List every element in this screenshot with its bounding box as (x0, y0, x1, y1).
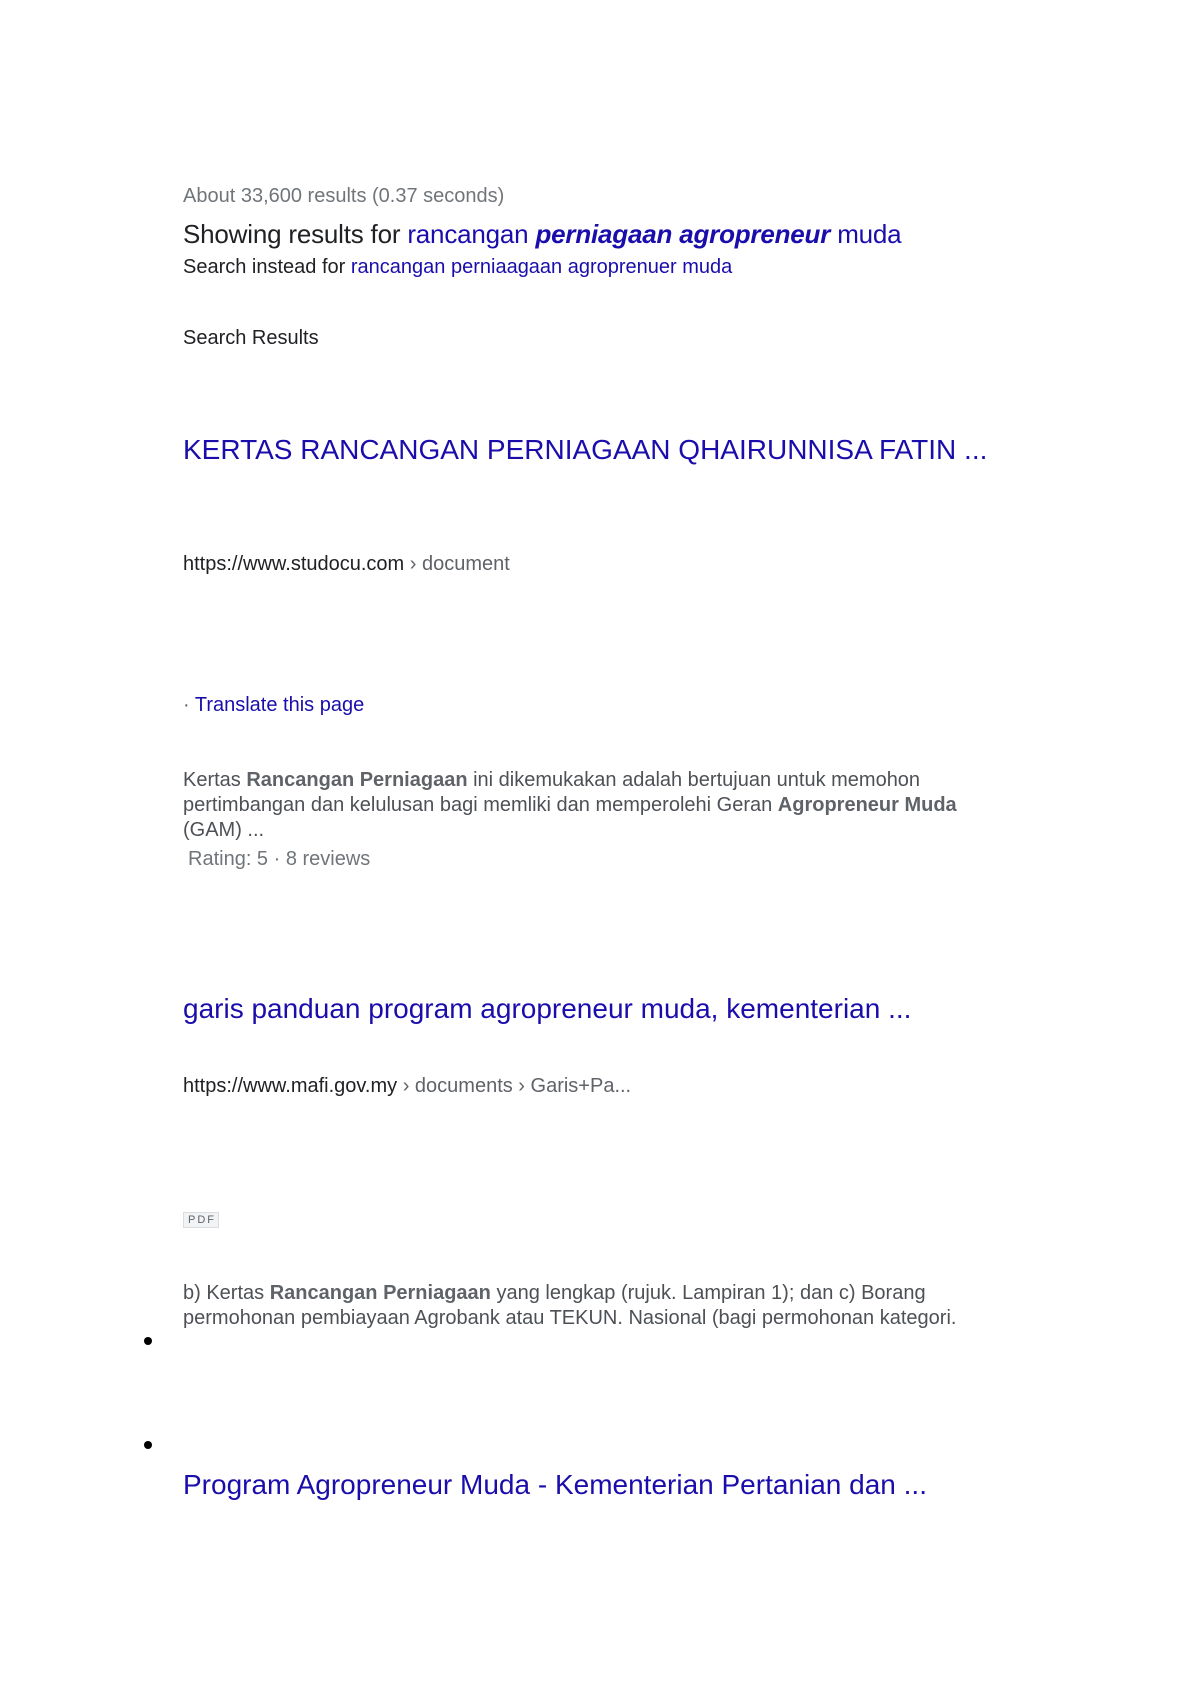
snippet-text: ini dikemukakan adalah bertujuan untuk memohon pertimbangan dan kelulusan bagi memliki dan memperolehi Geran (183, 769, 921, 816)
result-url-path: › document (404, 553, 510, 575)
corrected-term-highlight: agropreneur (679, 219, 831, 249)
result-url-domain: https://www.mafi.gov.my (183, 1075, 398, 1097)
snippet-highlight: Rancangan Perniagaan (269, 1282, 491, 1304)
result-title-link[interactable]: Program Agropreneur Muda - Kementerian Pertanian dan ... (183, 1469, 927, 1500)
corrected-query-link[interactable] (407, 219, 901, 249)
corrected-term-highlight: perniagaan (535, 219, 673, 249)
corrected-term: muda (837, 219, 902, 249)
result-title-link[interactable]: garis panduan program agropreneur muda, kementerian ... (183, 993, 912, 1024)
search-results-heading: Search Results (183, 327, 319, 349)
list-bullet (144, 1441, 152, 1449)
snippet-highlight: Agropreneur Muda (777, 794, 957, 816)
result-url[interactable] (183, 553, 510, 576)
list-bullet (144, 1337, 152, 1345)
snippet-text: b) Kertas (183, 1282, 270, 1304)
pdf-file-type-badge: PDF (183, 1212, 219, 1228)
result-snippet (183, 1281, 1033, 1331)
translate-separator: · (183, 694, 195, 716)
original-query-link[interactable]: rancangan perniaagaan agroprenuer muda (350, 256, 733, 278)
corrected-term: rancangan (407, 219, 529, 249)
translate-row (183, 694, 364, 717)
result-stats: About 33,600 results (0.37 seconds) (183, 185, 505, 207)
result-snippet (183, 768, 973, 843)
search-instead-prefix: Search instead for (183, 256, 346, 278)
snippet-text: (GAM) ... (183, 819, 265, 841)
result-rating: Rating: 5 · 8 reviews (188, 848, 371, 870)
snippet-highlight: Rancangan Perniagaan (246, 769, 468, 791)
result-url-domain: https://www.studocu.com (183, 553, 405, 575)
search-instead-for (183, 256, 732, 279)
result-url-path: › documents › Garis+Pa... (397, 1075, 632, 1097)
snippet-text: yang lengkap (rujuk. Lampiran 1); dan c) Borang permohonan pembiayaan Agrobank atau TEKUN. Nasional (bagi permohonan kategori. (183, 1282, 957, 1329)
result-title-link[interactable]: KERTAS RANCANGAN PERNIAGAAN QHAIRUNNISA FATIN ... (183, 434, 988, 465)
showing-prefix: Showing results for (183, 219, 401, 249)
showing-results-for (183, 219, 901, 250)
snippet-text: Kertas (183, 769, 247, 791)
translate-this-page-link[interactable]: Translate this page (194, 694, 365, 716)
result-url[interactable] (183, 1075, 631, 1098)
